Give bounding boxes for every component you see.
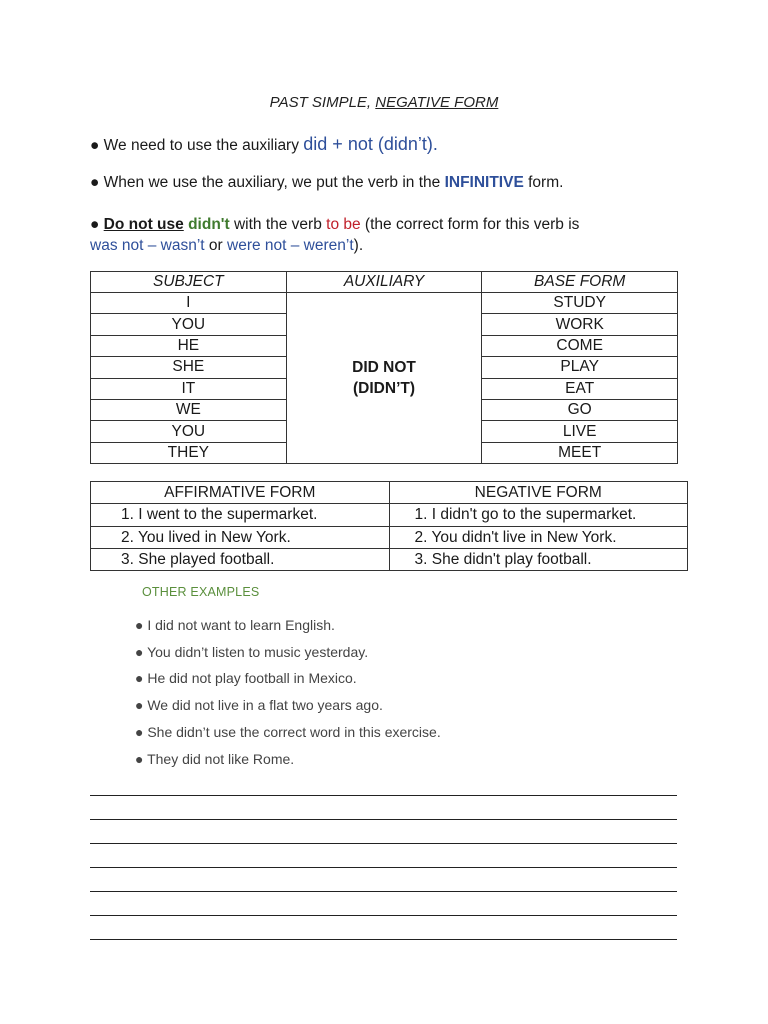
negative-cell: 1. I didn't go to the supermarket. (389, 504, 688, 526)
writing-line (90, 819, 677, 820)
table-row (91, 293, 678, 314)
subject-cell: WE (91, 399, 287, 420)
subject-cell: HE (91, 335, 287, 356)
rule-do-not-use: Do not use (103, 216, 184, 233)
auxiliary-cell (286, 293, 482, 464)
example-item: ● He did not play football in Mexico. (135, 670, 357, 686)
header-negative: NEGATIVE FORM (389, 482, 688, 504)
subject-cell: YOU (91, 421, 287, 442)
header-auxiliary: AUXILIARY (286, 272, 482, 293)
rule-infinitive-text: ● When we use the auxiliary, we put the verb in the (90, 174, 445, 191)
subject-cell: I (91, 293, 287, 314)
rule-auxiliary-emph: did + not (didn’t). (303, 134, 438, 154)
base-form-cell: LIVE (482, 421, 678, 442)
example-item: ● I did not want to learn English. (135, 617, 335, 633)
rule-auxiliary (90, 134, 438, 155)
negative-cell: 3. She didn't play football. (389, 548, 688, 570)
examples-table (90, 481, 688, 571)
subject-cell: SHE (91, 357, 287, 378)
table-row (91, 548, 688, 570)
writing-line (90, 843, 677, 844)
writing-line (90, 867, 677, 868)
base-form-cell: PLAY (482, 357, 678, 378)
rule-auxiliary-text: ● We need to use the auxiliary (90, 137, 304, 154)
writing-line (90, 795, 677, 796)
base-form-cell: COME (482, 335, 678, 356)
table-header-row (91, 482, 688, 504)
base-form-cell: MEET (482, 442, 678, 463)
affirmative-cell: 3. She played football. (91, 548, 390, 570)
page-title (0, 94, 768, 111)
rule-to-be-mid: with the verb (229, 216, 327, 233)
rule-to-be (90, 216, 579, 234)
base-form-cell: GO (482, 399, 678, 420)
affirmative-cell: 2. You lived in New York. (91, 526, 390, 548)
other-examples-heading: OTHER EXAMPLES (142, 585, 260, 599)
rule-infinitive-emph: INFINITIVE (444, 174, 524, 191)
subject-cell: THEY (91, 442, 287, 463)
table-header-row (91, 272, 678, 293)
writing-line (90, 915, 677, 916)
affirmative-cell: 1. I went to the supermarket. (91, 504, 390, 526)
header-affirmative: AFFIRMATIVE FORM (91, 482, 390, 504)
rule-end: ). (353, 237, 364, 254)
rule-werent: were not – weren’t (227, 237, 354, 254)
negative-cell: 2. You didn't live in New York. (389, 526, 688, 548)
auxiliary-line1: DID NOT (352, 359, 416, 377)
rule-to-be-verb: to be (326, 216, 361, 233)
rule-to-be-tail: (the correct form for this verb is (360, 216, 580, 233)
conjugation-table (90, 271, 678, 464)
rule-infinitive-tail: form. (523, 174, 564, 191)
header-base-form: BASE FORM (482, 272, 678, 293)
auxiliary-line2: (DIDN’T) (353, 380, 416, 398)
rule-infinitive (90, 174, 563, 192)
subject-cell: YOU (91, 314, 287, 335)
rule-to-be-dot: ● (90, 216, 104, 233)
example-item: ● They did not like Rome. (135, 751, 295, 767)
example-item: ● We did not live in a flat two years ago. (135, 697, 383, 713)
rule-or: or (204, 237, 227, 254)
title-prefix: PAST SIMPLE, (269, 94, 376, 111)
table-row (91, 504, 688, 526)
base-form-cell: WORK (482, 314, 678, 335)
table-row (91, 526, 688, 548)
title-underlined: NEGATIVE FORM (375, 94, 499, 111)
example-item: ● She didn’t use the correct word in this exercise. (135, 724, 441, 740)
subject-cell: IT (91, 378, 287, 399)
writing-line (90, 939, 677, 940)
rule-to-be-line2 (90, 237, 363, 255)
rule-didnt: didn't (188, 216, 230, 233)
rule-wasnt: was not – wasn’t (90, 237, 205, 254)
example-item: ● You didn’t listen to music yesterday. (135, 644, 369, 660)
base-form-cell: STUDY (482, 293, 678, 314)
writing-line (90, 891, 677, 892)
base-form-cell: EAT (482, 378, 678, 399)
header-subject: SUBJECT (91, 272, 287, 293)
